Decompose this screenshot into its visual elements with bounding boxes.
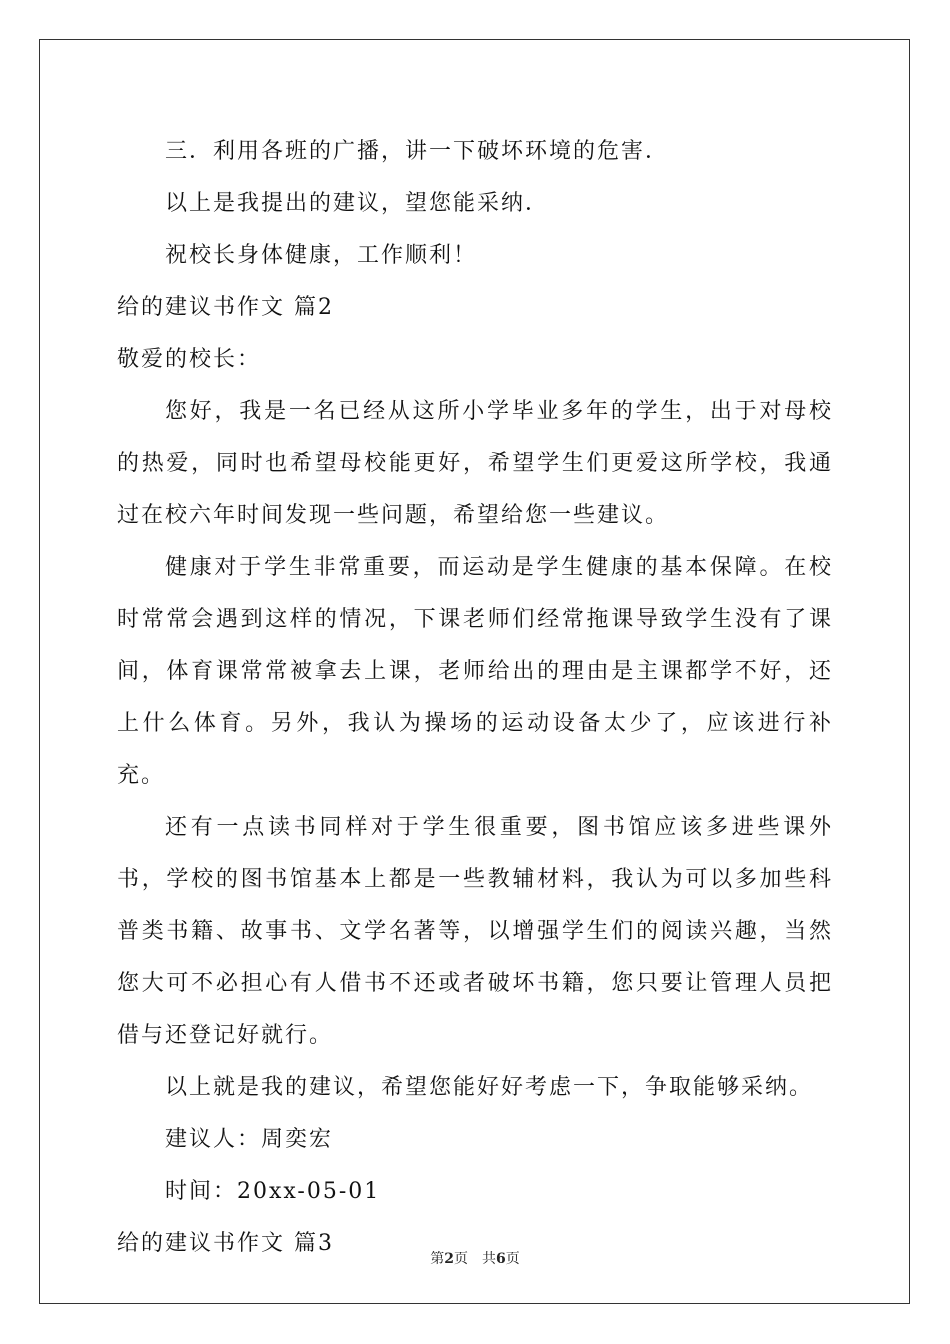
section-heading-2: 给的建议书作文 篇2 — [117, 295, 334, 320]
page-label-prefix: 第 — [430, 1251, 445, 1267]
salutation: 敬爱的校长： — [117, 347, 262, 372]
body-paragraph: 还有一点读书同样对于学生很重要，图书馆应该多进些课外书，学校的图书馆基本上都是一些教辅材料，我认为可以多加些科普类书籍、故事书、文学名著等，以增强学生们的阅读兴趣，当然您大可不必担心有人借书不还或者破坏书籍，您只要让管理人员把借与还登记好就行。 — [117, 815, 833, 1048]
signature-author: 建议人：周奕宏 — [165, 1127, 334, 1152]
body-paragraph: 三．利用各班的广播，讲一下破坏环境的危害． — [165, 139, 670, 164]
total-page-number: 6 — [496, 1251, 506, 1267]
current-page-number: 2 — [444, 1251, 454, 1267]
body-paragraph: 健康对于学生非常重要，而运动是学生健康的基本保障。在校时常常会遇到这样的情况，下课老师们经常拖课导致学生没有了课间，体育课常常被拿去上课，老师给出的理由是主课都学不好，还上什么体育。另外，我认为操场的运动设备太少了，应该进行补充。 — [117, 555, 833, 788]
page-footer — [0, 1248, 950, 1268]
page-label-suffix: 页 — [505, 1251, 520, 1267]
closing-wishes: 祝校长身体健康，工作顺利！ — [165, 243, 478, 268]
body-paragraph: 您好，我是一名已经从这所小学毕业多年的学生，出于对母校的热爱，同时也希望母校能更好，希望学生们更爱这所学校，我通过在校六年时间发现一些问题，希望给您一些建议。 — [117, 399, 833, 528]
section-heading-3: 给的建议书作文 篇3 — [117, 1231, 334, 1256]
page-label-mid: 页 共 — [454, 1251, 496, 1267]
body-paragraph: 以上是我提出的建议，望您能采纳． — [165, 191, 550, 216]
body-paragraph: 以上就是我的建议，希望您能好好考虑一下，争取能够采纳。 — [165, 1075, 814, 1100]
signature-date: 时间：20xx-05-01 — [165, 1179, 381, 1204]
document-body — [117, 126, 833, 1270]
